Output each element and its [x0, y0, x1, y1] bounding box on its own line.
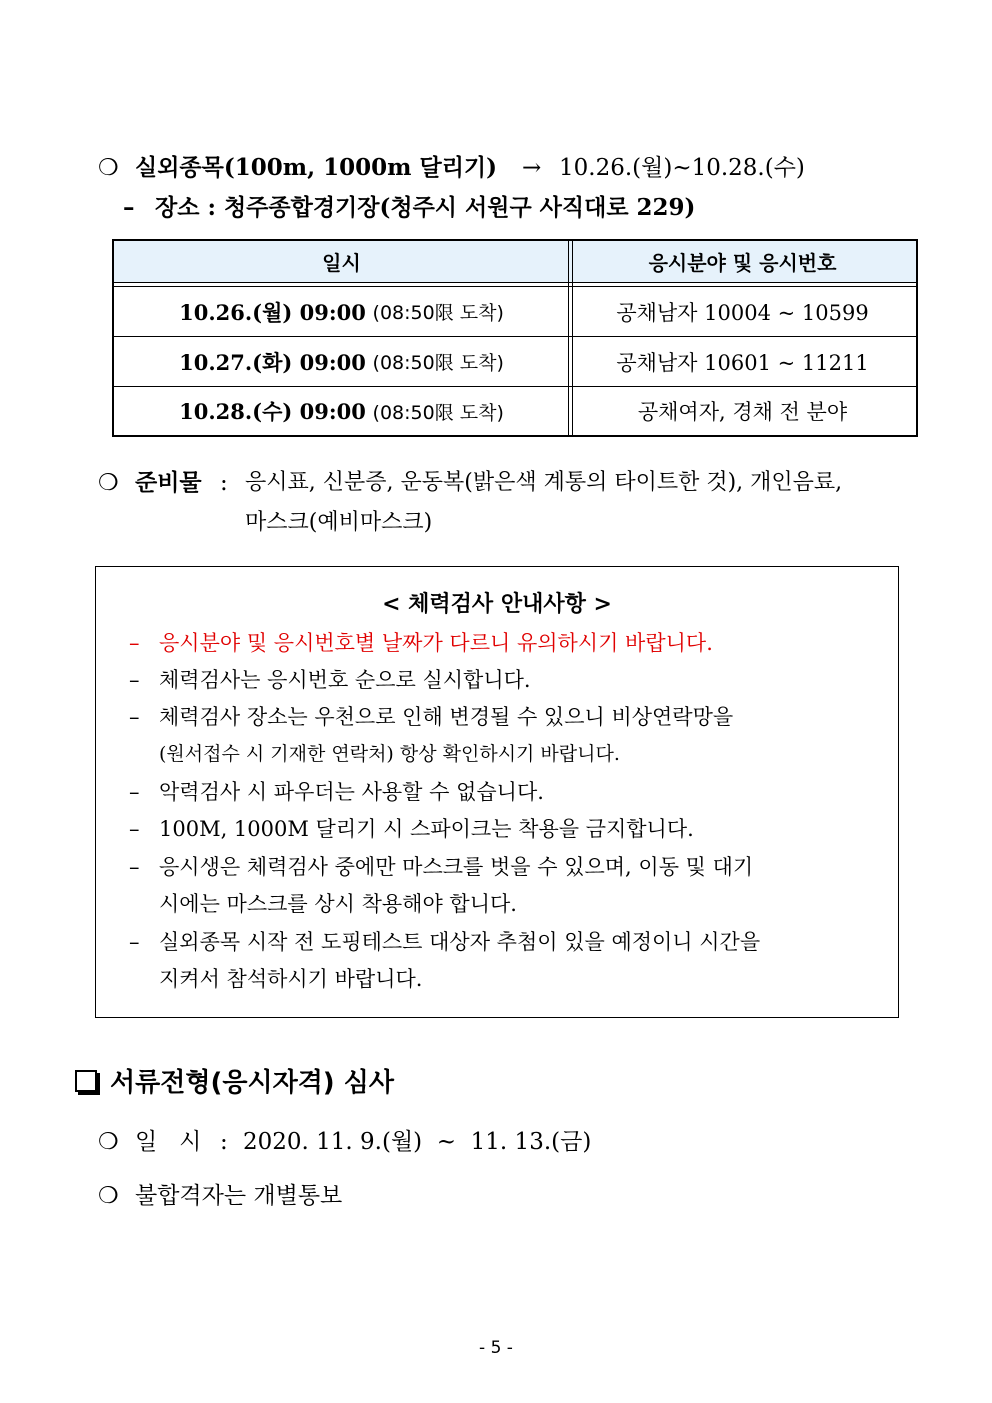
table-header-date: 일시: [322, 251, 361, 275]
date-value: 10.27.(화) 09:00: [179, 349, 366, 375]
column-divider: [568, 241, 573, 435]
arrow-icon: →: [522, 155, 542, 181]
notice-item-order: 체력검사는 응시번호 순으로 실시합니다.: [159, 668, 531, 692]
supplies-colon: :: [220, 470, 228, 496]
table-row: [114, 337, 916, 386]
outdoor-period: 10.26.(월)~10.28.(수): [559, 155, 805, 181]
section-checkbox-icon: [75, 1070, 97, 1092]
notice-dash: –: [129, 668, 140, 692]
date-label: 일 시: [135, 1129, 202, 1155]
date-value: 10.26.(월) 09:00: [179, 299, 366, 325]
table-header-row: [114, 241, 916, 282]
notice-item-mask: 응시생은 체력검사 중에만 마스크를 벗을 수 있으며, 이동 및 대기: [159, 855, 754, 879]
notice-dash: –: [129, 705, 140, 729]
date-bullet: ❍: [98, 1129, 119, 1155]
notice-dash: –: [129, 855, 140, 879]
date-value: 2020. 11. 9.(월) ~ 11. 13.(금): [243, 1129, 592, 1155]
outdoor-title: 실외종목(100m, 1000m 달리기): [135, 154, 498, 181]
venue-text: 장소 : 청주종합경기장(청주시 서원구 사직대로 229): [155, 194, 696, 221]
field-cell: 공채여자, 경채 전 분야: [637, 400, 848, 424]
notice-item-venue-change-cont: (원서접수 시 기재한 연락처) 항상 확인하시기 바랍니다.: [159, 743, 620, 765]
date-cell: [114, 387, 569, 435]
arrival-note: (08:50限 도착): [372, 401, 504, 424]
field-cell: 공채남자 10601 ~ 11211: [616, 350, 869, 375]
section-heading: 서류전형(응시자격) 심사: [110, 1068, 394, 1098]
table-header-field: 응시분야 및 응시번호: [648, 251, 837, 275]
notice-dash: –: [129, 631, 140, 655]
field-cell: 공채남자 10004 ~ 10599: [616, 300, 869, 325]
supplies-bullet: ❍: [98, 470, 119, 496]
schedule-table: [112, 239, 918, 437]
notice-item-spikes: 100M, 1000M 달리기 시 스파이크는 착용을 금지합니다.: [159, 817, 694, 841]
date-cell: [114, 287, 569, 336]
notice-dash: –: [129, 780, 140, 804]
date-colon: :: [220, 1129, 228, 1155]
notice-item-date-warning: 응시분야 및 응시번호별 날짜가 다르니 유의하시기 바랍니다.: [159, 631, 713, 655]
supplies-line2: 마스크(예비마스크): [245, 510, 433, 535]
venue-dash: –: [123, 194, 135, 221]
notice-item-mask-cont: 시에는 마스크를 상시 착용해야 합니다.: [159, 892, 517, 916]
supplies-label: 준비물: [135, 469, 202, 496]
table-row: [114, 287, 916, 336]
notice-dash: –: [129, 817, 140, 841]
notice-box: [95, 566, 899, 1018]
outdoor-bullet: ❍: [98, 155, 119, 181]
notice-item-doping: 실외종목 시작 전 도핑테스트 대상자 추첨이 있을 예정이니 시간을: [159, 930, 761, 954]
supplies-line1: 응시표, 신분증, 운동복(밝은색 계통의 타이트한 것), 개인음료,: [245, 470, 843, 495]
arrival-note: (08:50限 도착): [372, 302, 504, 324]
date-value: 10.28.(수) 09:00: [179, 399, 366, 424]
notification-bullet: ❍: [98, 1183, 119, 1209]
notice-item-powder: 악력검사 시 파우더는 사용할 수 없습니다.: [159, 780, 544, 804]
page-number: - 5 -: [479, 1338, 513, 1358]
notice-item-venue-change: 체력검사 장소는 우천으로 인해 변경될 수 있으니 비상연락망을: [159, 705, 734, 729]
notice-title: < 체력검사 안내사항 >: [382, 591, 612, 617]
notification-text: 불합격자는 개별통보: [135, 1183, 343, 1209]
date-cell: [114, 337, 569, 386]
arrival-note: (08:50限 도착): [372, 352, 504, 374]
notice-item-doping-cont: 지켜서 참석하시기 바랍니다.: [159, 967, 423, 991]
notice-dash: –: [129, 930, 140, 954]
table-row: [114, 387, 916, 435]
